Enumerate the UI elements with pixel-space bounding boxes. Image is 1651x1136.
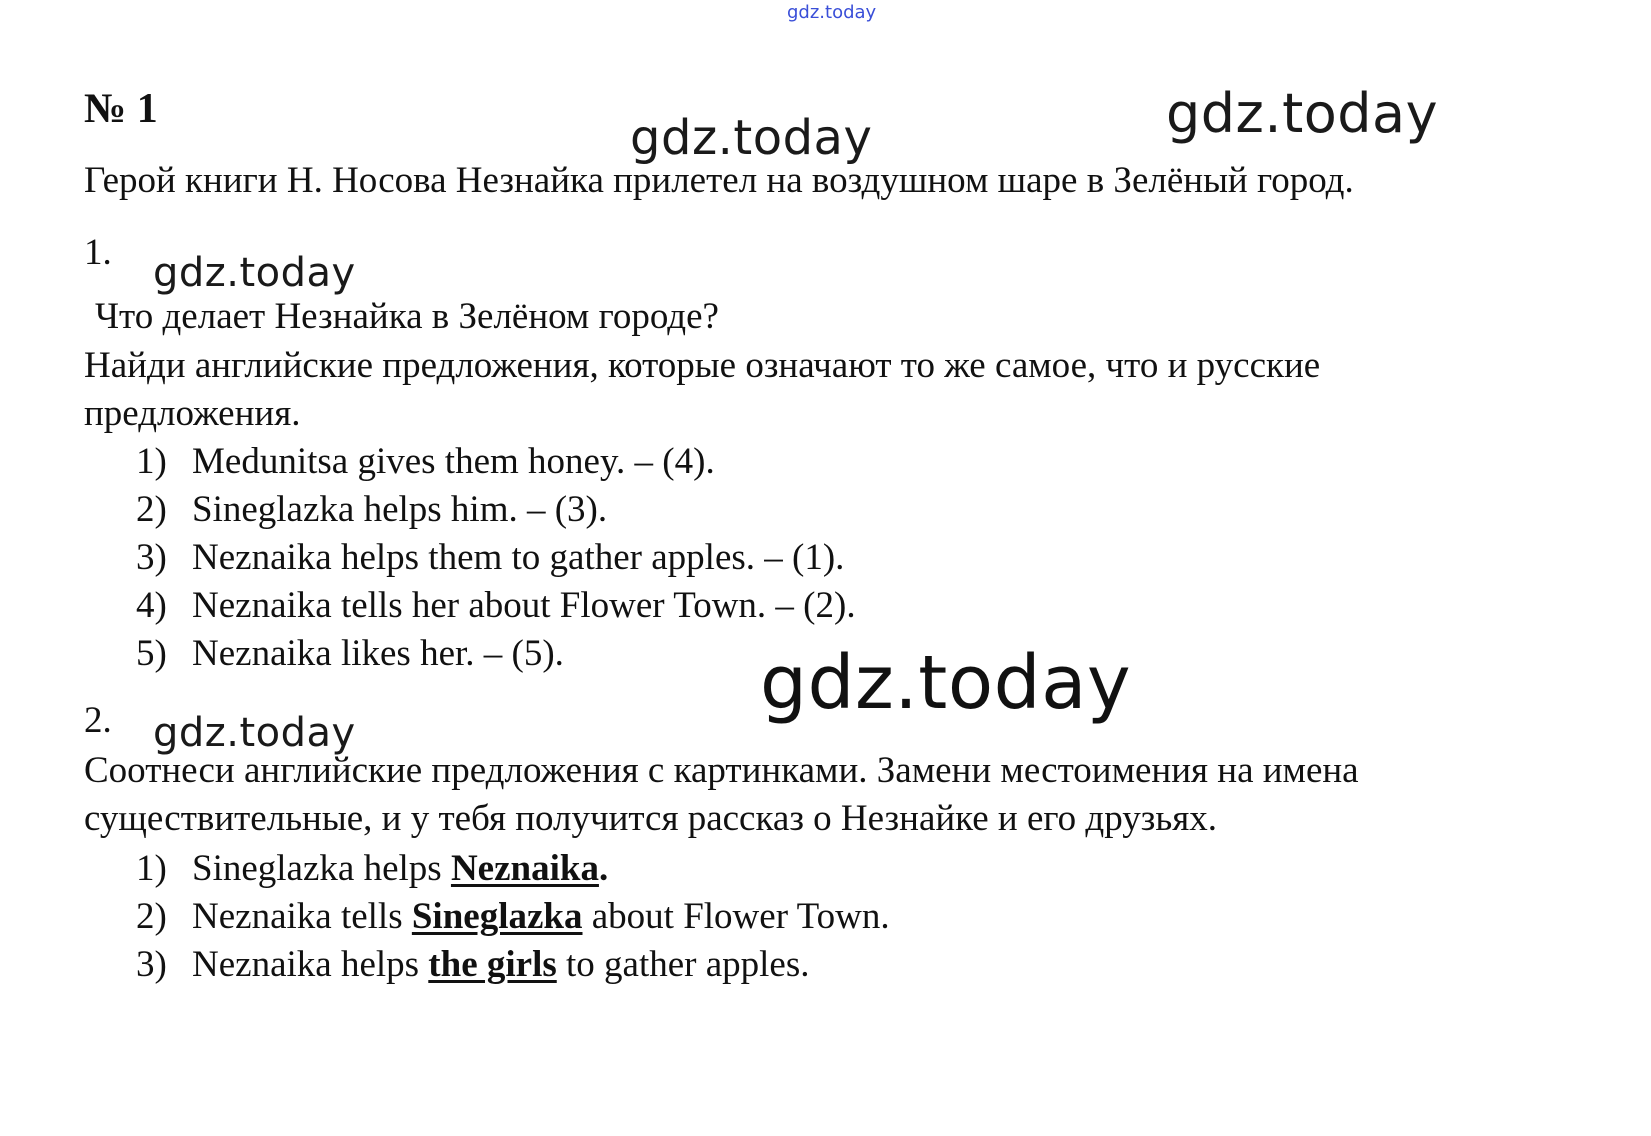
list-item [136, 946, 810, 983]
list-item-text: . [598, 848, 609, 889]
list-item-number: 3) [136, 537, 167, 578]
list-item-text: Sineglazka helps him. – (3). [192, 489, 608, 530]
list-item-text: Neznaika likes her. – (5). [192, 633, 564, 674]
answer-word: Sineglazka [411, 896, 583, 937]
list-item-text: Neznaika helps [192, 944, 429, 985]
watermark-large: gdz.today [760, 640, 1132, 726]
list-item-text: Neznaika tells her about Flower Town. – (2). [192, 585, 856, 626]
list-item [136, 443, 715, 480]
list-item-text: about Flower Town. [582, 896, 890, 937]
watermark: gdz.today [1166, 82, 1439, 145]
list-item-number: 2) [136, 896, 167, 937]
list-item-text: Neznaika helps them to gather apples. – (1). [192, 537, 845, 578]
list-item-text: Neznaika tells [192, 896, 412, 937]
watermark-top: gdz.today [787, 2, 877, 23]
section-1-instruction: Найди английские предложения, которые означают то же самое, что и русские [84, 345, 1321, 386]
list-item [136, 587, 856, 624]
watermark: gdz.today [153, 710, 356, 756]
section-1-question: Что делает Незнайка в Зелёном городе? [95, 296, 719, 337]
list-item-number: 5) [136, 633, 167, 674]
list-item [136, 635, 564, 672]
answer-word: the girls [428, 944, 557, 985]
list-item-number: 1) [136, 848, 167, 889]
list-item-number: 2) [136, 489, 167, 530]
section-2-instruction: существительные, и у тебя получится рассказ о Незнайке и его друзьях. [84, 798, 1217, 839]
section-2-instruction: Соотнеси английские предложения с картинками. Замени местоимения на имена [84, 750, 1359, 791]
section-2-number: 2. [84, 700, 112, 741]
list-item [136, 491, 607, 528]
watermark: gdz.today [153, 250, 356, 296]
list-item [136, 850, 608, 887]
section-1-instruction: предложения. [84, 393, 301, 434]
watermark: gdz.today [630, 110, 873, 166]
list-item [136, 539, 844, 576]
list-item-text: Medunitsa gives them honey. – (4). [192, 441, 715, 482]
list-item [136, 898, 890, 935]
list-item-text: to gather apples. [556, 944, 810, 985]
list-item-number: 1) [136, 441, 167, 482]
list-item-number: 3) [136, 944, 167, 985]
section-1-number: 1. [84, 232, 112, 273]
exercise-title: № 1 [84, 86, 158, 132]
list-item-text: Sineglazka helps [192, 848, 451, 889]
list-item-number: 4) [136, 585, 167, 626]
answer-word: Neznaika [450, 848, 599, 889]
intro-text: Герой книги Н. Носова Незнайка прилетел на воздушном шаре в Зелёный город. [84, 160, 1354, 201]
